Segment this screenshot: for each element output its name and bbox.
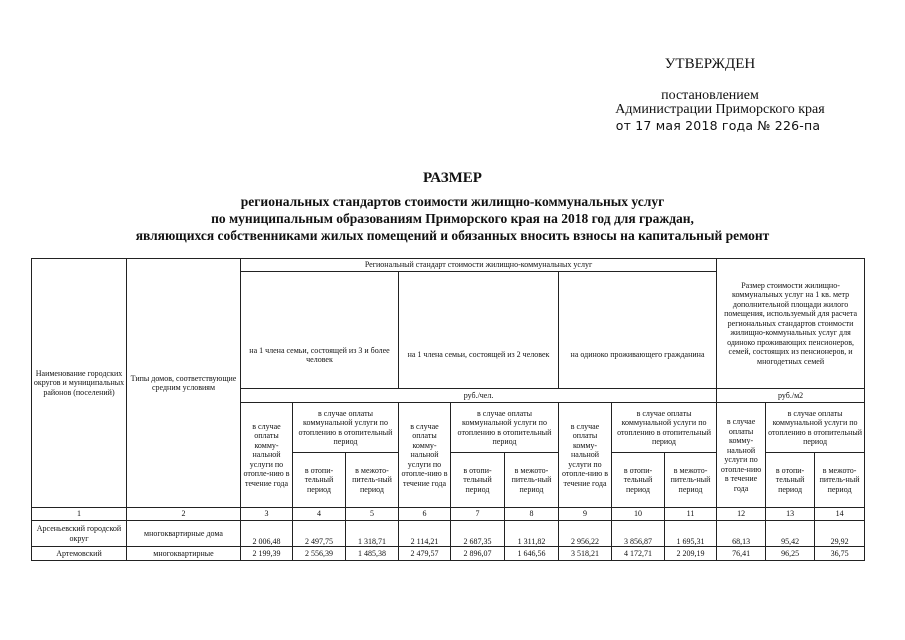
value-cell: 1 646,56 xyxy=(505,547,559,561)
header-single: на одиноко проживающего гражданина xyxy=(559,272,717,389)
col-number: 14 xyxy=(815,508,865,521)
col-number: 13 xyxy=(766,508,815,521)
value-cell: 29,92 xyxy=(815,521,865,547)
col-number: 3 xyxy=(241,508,293,521)
value-cell: 4 172,71 xyxy=(612,547,665,561)
col-number: 1 xyxy=(32,508,127,521)
value-cell: 1 485,38 xyxy=(346,547,399,561)
header-family-2: на 1 члена семьи, состоящей из 2 человек xyxy=(399,272,559,389)
document-title: РАЗМЕР xyxy=(423,170,482,186)
header-heating-period: в случае оплаты коммунальной услуги по отоплению в отопительный период xyxy=(451,403,559,453)
header-regional-standard: Региональный стандарт стоимости жилищно-коммунальных услуг xyxy=(241,259,717,272)
value-cell: 1 311,82 xyxy=(505,521,559,547)
col-number: 10 xyxy=(612,508,665,521)
document-subtitle-3: являющихся собственниками жилых помещений и обязанных вносить взносы на капитальный ремонт xyxy=(135,228,770,243)
value-cell: 2 209,19 xyxy=(665,547,717,561)
header-heating-period: в случае оплаты коммунальной услуги по отоплению в отопительный период xyxy=(612,403,717,453)
value-cell: 2 556,39 xyxy=(293,547,346,561)
header-area-cost: Размер стоимости жилищно-коммунальных услуг на 1 кв. метр дополнительной площади жилого помещения, используемый для расчета региональных стандартов стоимости жилищно-коммунальных услуг для одиноко проживающих пенсионеров, семей, состоящих из пенсионеров, и многодетных семей xyxy=(717,259,865,389)
header-in-heating: в отопи-тельный период xyxy=(612,453,665,508)
col-number: 12 xyxy=(717,508,766,521)
municipality-name: Артемовский xyxy=(32,547,127,561)
col-number: 7 xyxy=(451,508,505,521)
value-cell: 2 687,35 xyxy=(451,521,505,547)
header-in-heating: в отопи-тельный период xyxy=(766,453,815,508)
header-in-heating: в отопи-тельный период xyxy=(293,453,346,508)
header-off-heating: в межото-питель-ный период xyxy=(665,453,717,508)
col-number: 5 xyxy=(346,508,399,521)
unit-rub-person: руб./чел. xyxy=(241,389,717,403)
value-cell: 68,13 xyxy=(717,521,766,547)
value-cell: 2 956,22 xyxy=(559,521,612,547)
value-cell: 3 856,87 xyxy=(612,521,665,547)
approval-date: от 17 мая 2018 года № 226-па xyxy=(615,118,821,133)
header-family-3: на 1 члена семьи, состоящей из 3 и более человек xyxy=(241,272,399,389)
col-number: 9 xyxy=(559,508,612,521)
value-cell: 2 006,48 xyxy=(241,521,293,547)
value-cell: 3 518,21 xyxy=(559,547,612,561)
document-subtitle-1: региональных стандартов стоимости жилищно-коммунальных услуг xyxy=(240,194,665,209)
header-heating-period: в случае оплаты коммунальной услуги по отоплению в отопительный период xyxy=(293,403,399,453)
header-year-round: в случае оплаты комму-нальной услуги по отопле-нию в течение года xyxy=(717,403,766,508)
value-cell: 2 896,07 xyxy=(451,547,505,561)
value-cell: 2 497,75 xyxy=(293,521,346,547)
value-cell: 2 114,21 xyxy=(399,521,451,547)
table-row xyxy=(32,547,865,561)
value-cell: 2 479,57 xyxy=(399,547,451,561)
header-heating-period: в случае оплаты коммунальной услуги по отоплению в отопительный период xyxy=(766,403,865,453)
header-off-heating: в межото-питель-ный период xyxy=(815,453,865,508)
value-cell: 36,75 xyxy=(815,547,865,561)
municipality-name: Арсеньевский городской округ xyxy=(32,521,127,547)
col-number: 4 xyxy=(293,508,346,521)
house-type: многоквартирные xyxy=(127,547,241,561)
unit-rub-m2: руб./м2 xyxy=(717,389,865,403)
header-municipality: Наименование городских округов и муниципальных районов (поселений) xyxy=(32,259,127,508)
header-year-round: в случае оплаты комму-нальной услуги по отопле-нию в течение года xyxy=(559,403,612,508)
value-cell: 1 695,31 xyxy=(665,521,717,547)
header-year-round: в случае оплаты комму-нальной услуги по отопле-нию в течение года xyxy=(241,403,293,508)
col-number: 2 xyxy=(127,508,241,521)
header-off-heating: в межото-питель-ный период xyxy=(505,453,559,508)
column-number-row xyxy=(32,508,865,521)
approval-authority: Администрации Приморского края xyxy=(615,102,825,117)
value-cell: 1 318,71 xyxy=(346,521,399,547)
value-cell: 76,41 xyxy=(717,547,766,561)
house-type: многоквартирные дома xyxy=(127,521,241,547)
header-house-type: Типы домов, соответствующие средним условиям xyxy=(127,259,241,508)
value-cell: 95,42 xyxy=(766,521,815,547)
col-number: 8 xyxy=(505,508,559,521)
col-number: 6 xyxy=(399,508,451,521)
table-row xyxy=(32,521,865,547)
header-year-round: в случае оплаты комму-нальной услуги по отопле-нию в течение года xyxy=(399,403,451,508)
header-in-heating: в отопи-тельный период xyxy=(451,453,505,508)
standards-table xyxy=(31,258,865,561)
value-cell: 2 199,39 xyxy=(241,547,293,561)
approval-line: постановлением xyxy=(661,88,759,103)
approval-heading: УТВЕРЖДЕН xyxy=(664,56,756,72)
value-cell: 96,25 xyxy=(766,547,815,561)
col-number: 11 xyxy=(665,508,717,521)
header-off-heating: в межото-питель-ный период xyxy=(346,453,399,508)
document-subtitle-2: по муниципальным образованиям Приморского края на 2018 год для граждан, xyxy=(211,211,694,226)
